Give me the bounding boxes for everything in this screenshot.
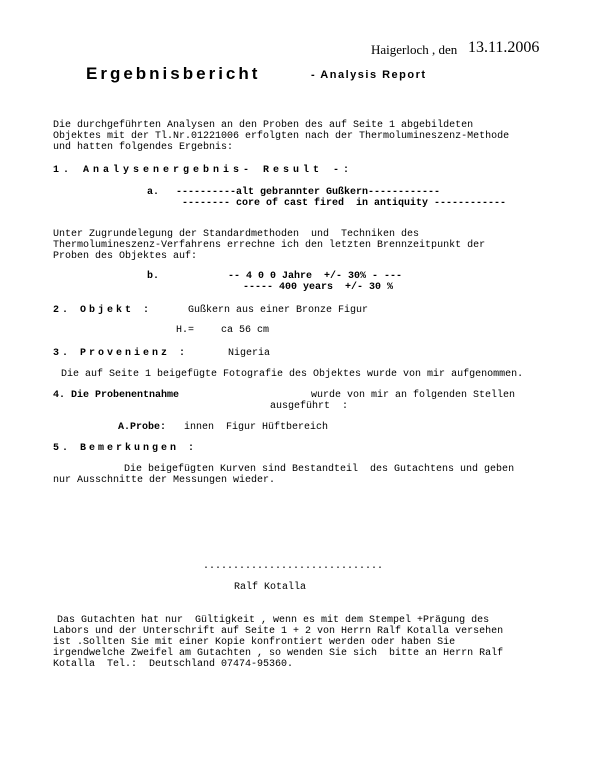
- section-4-heading-text: 4. Die Probenentnahme: [53, 390, 180, 401]
- result-a-line-1: ----------alt gebrannter Gußkern------------: [176, 187, 441, 198]
- report-subtitle: - Analysis Report: [311, 69, 427, 81]
- provenance-text: Die auf Seite 1 beigefügte Fotografie des Objektes wurde von mir aufgenommen.: [61, 369, 524, 380]
- provenance-value: Nigeria: [228, 348, 271, 359]
- section-3-heading: 3. Provenienz :: [53, 348, 189, 359]
- section-2-heading: 2. Objekt :: [53, 305, 153, 316]
- signature-line: ..............................: [203, 561, 384, 572]
- method-line-1: Unter Zugrundelegung der Standardmethoden und Techniken des: [53, 229, 420, 240]
- sampling-text-2: ausgeführt :: [270, 401, 349, 412]
- footer-line-2: Labors und der Unterschrift auf Seite 1 + 2 von Herrn Ralf Kotalla versehen: [53, 626, 504, 637]
- result-b-label: b.: [147, 271, 160, 282]
- footer-line-4: irgendwelche Zweifel am Gutachten , so wenden Sie sich bitte an Herrn Ralf: [53, 648, 504, 659]
- probe-value: innen Figur Hüftbereich: [184, 422, 329, 433]
- remarks-line-1: Die beigefügten Kurven sind Bestandteil des Gutachtens und geben: [124, 464, 515, 475]
- intro-line-3: und hatten folgendes Ergebnis:: [53, 142, 234, 153]
- intro-line-2: Objektes mit der Tl.Nr.01221006 erfolgten nach der Thermolumineszenz-Methode: [53, 131, 510, 142]
- footer-line-1: Das Gutachten hat nur Gültigkeit , wenn es mit dem Stempel +Prägung des: [57, 615, 490, 626]
- method-line-3: Proben des Objektes auf:: [53, 251, 198, 262]
- section-5-heading: 5. Bemerkungen :: [53, 443, 198, 454]
- result-b-line-1: -- 4 0 0 Jahre +/- 30% - ---: [228, 271, 403, 282]
- footer-line-5: Kotalla Tel.: Deutschland 07474-95360.: [53, 659, 294, 670]
- sampling-text-1: wurde von mir an folgenden Stellen: [311, 390, 516, 401]
- section-1-heading: 1. Analysenergebnis- Result -:: [53, 165, 354, 176]
- header-place: Haigerloch , den: [371, 42, 458, 57]
- header-date: 13.11.2006: [468, 39, 540, 56]
- report-title: Ergebnisbericht: [86, 64, 261, 83]
- result-b-line-2: ----- 400 years +/- 30 %: [243, 282, 394, 293]
- section-4-heading: [53, 390, 179, 401]
- intro-line-1: Die durchgeführten Analysen an den Proben des auf Seite 1 abgebildeten: [53, 120, 474, 131]
- object-description: Gußkern aus einer Bronze Figur: [188, 305, 369, 316]
- footer-line-3: ist .Sollten Sie mit einer Kopie konfrontiert werden oder haben Sie: [53, 637, 456, 648]
- height-label: H.=: [176, 325, 195, 336]
- signature-name: Ralf Kotalla: [234, 582, 307, 593]
- probe-label: A.Probe:: [118, 422, 167, 433]
- height-value: ca 56 cm: [221, 325, 270, 336]
- remarks-line-2: nur Ausschnitte der Messungen wieder.: [53, 475, 276, 486]
- method-line-2: Thermolumineszenz-Verfahrens errechne ich den letzten Brennzeitpunkt der: [53, 240, 486, 251]
- result-a-label: a.: [147, 187, 160, 198]
- result-a-line-2: -------- core of cast fired in antiquity ------------: [182, 198, 507, 209]
